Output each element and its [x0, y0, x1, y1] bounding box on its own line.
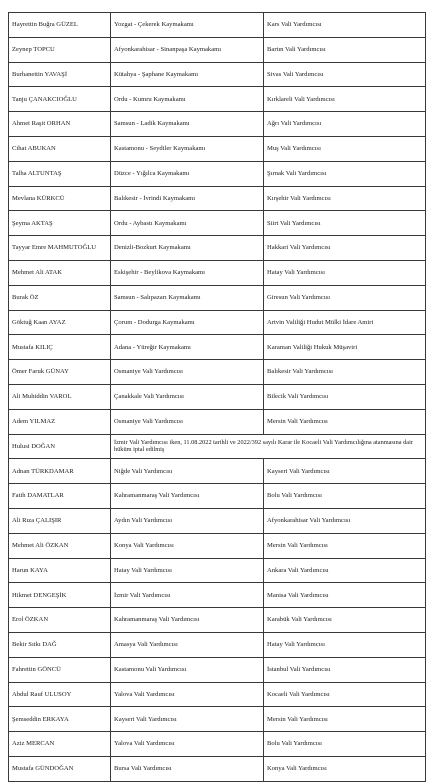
table-row	[9, 384, 426, 409]
table-row	[9, 260, 426, 285]
previous-post-cell: Hatay Vali Yardımcısı	[111, 558, 264, 583]
table-row	[9, 13, 426, 38]
new-post-cell: Bolu Vali Yardımcısı	[264, 484, 426, 509]
previous-post-cell: Ordu - Aybastı Kaymakamı	[111, 211, 264, 236]
previous-post-cell: Konya Vali Yardımcısı	[111, 533, 264, 558]
name-cell: Hikmet DENGEŞİK	[9, 583, 111, 608]
name-cell: Burak ÖZ	[9, 285, 111, 310]
name-cell: Harun KAYA	[9, 558, 111, 583]
name-cell: Talha ALTUNTAŞ	[9, 161, 111, 186]
previous-post-cell: Kahramanmaraş Vali Yardımcısı	[111, 608, 264, 633]
table-row	[9, 583, 426, 608]
new-post-cell: Artvin Valiliği Hudut Mülki İdare Amiri	[264, 310, 426, 335]
table-row	[9, 136, 426, 161]
new-post-cell: Ağrı Vali Yardımcısı	[264, 112, 426, 137]
name-cell: Mustafa GÜNDOĞAN	[9, 756, 111, 781]
new-post-cell: Karabük Vali Yardımcısı	[264, 608, 426, 633]
annulment-note-cell: İzmir Vali Yardımcısı iken, 11.08.2022 tarihli ve 2022/392 sayılı Karar ile Kocaeli Vali Yardımcılığına atanmasına dair hüküm iptal edilmiş	[111, 434, 426, 459]
new-post-cell: İstanbul Vali Yardımcısı	[264, 657, 426, 682]
new-post-cell: Kocaeli Vali Yardımcısı	[264, 682, 426, 707]
name-cell: Göktuğ Kaan AYAZ	[9, 310, 111, 335]
new-post-cell: Balıkesir Vali Yardımcısı	[264, 360, 426, 385]
new-post-cell: Şırnak Vali Yardımcısı	[264, 161, 426, 186]
new-post-cell: Mersin Vali Yardımcısı	[264, 707, 426, 732]
previous-post-cell: Denizli-Bozkurt Kaymakamı	[111, 236, 264, 261]
table-row	[9, 756, 426, 781]
table-row	[9, 62, 426, 87]
new-post-cell: Muş Vali Yardımcısı	[264, 136, 426, 161]
new-post-cell: Siirt Vali Yardımcısı	[264, 211, 426, 236]
previous-post-cell: Kastamonu Vali Yardımcısı	[111, 657, 264, 682]
name-cell: Adnan TÜRKDAMAR	[9, 459, 111, 484]
table-row	[9, 707, 426, 732]
new-post-cell: Mersin Vali Yardımcısı	[264, 533, 426, 558]
table-row	[9, 285, 426, 310]
table-row	[9, 657, 426, 682]
new-post-cell: Giresun Vali Yardımcısı	[264, 285, 426, 310]
previous-post-cell: Ordu - Kumru Kaymakamı	[111, 87, 264, 112]
new-post-cell: Manisa Vali Yardımcısı	[264, 583, 426, 608]
name-cell: Şemseddin ERKAYA	[9, 707, 111, 732]
table-row	[9, 87, 426, 112]
name-cell: Ali Rıza ÇALIŞIR	[9, 508, 111, 533]
table-row	[9, 434, 426, 459]
table-row	[9, 632, 426, 657]
previous-post-cell: Osmaniye Vali Yardımcısı	[111, 360, 264, 385]
name-cell: Erol ÖZKAN	[9, 608, 111, 633]
name-cell: Fahrettin GÖNCÜ	[9, 657, 111, 682]
name-cell: Ömer Faruk GÜNAY	[9, 360, 111, 385]
name-cell: Burhanettin YAVAŞİ	[9, 62, 111, 87]
previous-post-cell: Amasya Vali Yardımcısı	[111, 632, 264, 657]
table-row	[9, 236, 426, 261]
table-row	[9, 508, 426, 533]
new-post-cell: Konya Vali Yardımcısı	[264, 756, 426, 781]
new-post-cell: Hakkari Vali Yardımcısı	[264, 236, 426, 261]
name-cell: Mevlana KÜRKCÜ	[9, 186, 111, 211]
name-cell: Mustafa KILIÇ	[9, 335, 111, 360]
previous-post-cell: Yalova Vali Yardımcısı	[111, 732, 264, 757]
name-cell: Aziz MERCAN	[9, 732, 111, 757]
table-row	[9, 608, 426, 633]
new-post-cell: Kars Vali Yardımcısı	[264, 13, 426, 38]
new-post-cell: Bolu Vali Yardımcısı	[264, 732, 426, 757]
previous-post-cell: Çorum - Dodurga Kaymakamı	[111, 310, 264, 335]
table-row	[9, 484, 426, 509]
new-post-cell: Bilecik Vali Yardımcısı	[264, 384, 426, 409]
name-cell: Tayyar Emre MAHMUTOĞLU	[9, 236, 111, 261]
previous-post-cell: Samsun - Salıpazarı Kaymakamı	[111, 285, 264, 310]
new-post-cell: Bartın Vali Yardımcısı	[264, 37, 426, 62]
new-post-cell: Ankara Vali Yardımcısı	[264, 558, 426, 583]
name-cell: Adem YILMAZ	[9, 409, 111, 434]
appointments-table	[8, 12, 426, 782]
name-cell: Şeyma AKTAŞ	[9, 211, 111, 236]
table-row	[9, 360, 426, 385]
previous-post-cell: Kahramanmaraş Vali Yardımcısı	[111, 484, 264, 509]
table-row	[9, 335, 426, 360]
name-cell: Bekir Sıtkı DAĞ	[9, 632, 111, 657]
previous-post-cell: Yozgat - Çekerek Kaymakamı	[111, 13, 264, 38]
table-row	[9, 533, 426, 558]
table-row	[9, 37, 426, 62]
previous-post-cell: Aydın Vali Yardımcısı	[111, 508, 264, 533]
name-cell: Tanju ÇANAKCIOĞLU	[9, 87, 111, 112]
previous-post-cell: Niğde Vali Yardımcısı	[111, 459, 264, 484]
new-post-cell: Karaman Valiliği Hukuk Müşaviri	[264, 335, 426, 360]
previous-post-cell: Osmaniye Vali Yardımcısı	[111, 409, 264, 434]
name-cell: Ahmet Raşit ORHAN	[9, 112, 111, 137]
table-row	[9, 558, 426, 583]
name-cell: Zeynep TOPCU	[9, 37, 111, 62]
name-cell: Hulusi DOĞAN	[9, 434, 111, 459]
table-row	[9, 186, 426, 211]
table-row	[9, 310, 426, 335]
table-row	[9, 459, 426, 484]
previous-post-cell: Samsun - Ladik Kaymakamı	[111, 112, 264, 137]
name-cell: Abdul Rauf ULUSOY	[9, 682, 111, 707]
new-post-cell: Afyonkarahisar Vali Yardımcısı	[264, 508, 426, 533]
name-cell: Hayrettin Buğra GÜZEL	[9, 13, 111, 38]
table-row	[9, 732, 426, 757]
table-row	[9, 211, 426, 236]
previous-post-cell: Kayseri Vali Yardımcısı	[111, 707, 264, 732]
new-post-cell: Kırşehir Vali Yardımcısı	[264, 186, 426, 211]
previous-post-cell: Balıkesir - İvrindi Kaymakamı	[111, 186, 264, 211]
table-row	[9, 682, 426, 707]
previous-post-cell: Adana - Yüreğir Kaymakamı	[111, 335, 264, 360]
new-post-cell: Hatay Vali Yardımcısı	[264, 260, 426, 285]
previous-post-cell: Kastamonu - Seydiler Kaymakamı	[111, 136, 264, 161]
new-post-cell: Hatay Vali Yardımcısı	[264, 632, 426, 657]
name-cell: Cihat ABUKAN	[9, 136, 111, 161]
name-cell: Mehmet Ali ÖZKAN	[9, 533, 111, 558]
new-post-cell: Mersin Vali Yardımcısı	[264, 409, 426, 434]
previous-post-cell: Afyonkarahisar - Sinanpaşa Kaymakamı	[111, 37, 264, 62]
previous-post-cell: Yalova Vali Yardımcısı	[111, 682, 264, 707]
previous-post-cell: Bursa Vali Yardımcısı	[111, 756, 264, 781]
previous-post-cell: Kütahya - Şaphane Kaymakamı	[111, 62, 264, 87]
new-post-cell: Sivas Vali Yardımcısı	[264, 62, 426, 87]
new-post-cell: Kayseri Vali Yardımcısı	[264, 459, 426, 484]
name-cell: Fatih DAMATLAR	[9, 484, 111, 509]
previous-post-cell: İzmir Vali Yardımcısı	[111, 583, 264, 608]
appointments-table-body	[9, 13, 426, 782]
name-cell: Mehmet Ali ATAK	[9, 260, 111, 285]
previous-post-cell: Çanakkale Vali Yardımcısı	[111, 384, 264, 409]
previous-post-cell: Eskişehir - Beylikova Kaymakamı	[111, 260, 264, 285]
name-cell: Ali Muhiddin VAROL	[9, 384, 111, 409]
previous-post-cell: Düzce - Yığılca Kaymakamı	[111, 161, 264, 186]
table-row	[9, 112, 426, 137]
new-post-cell: Kırklareli Vali Yardımcısı	[264, 87, 426, 112]
table-row	[9, 161, 426, 186]
table-row	[9, 409, 426, 434]
